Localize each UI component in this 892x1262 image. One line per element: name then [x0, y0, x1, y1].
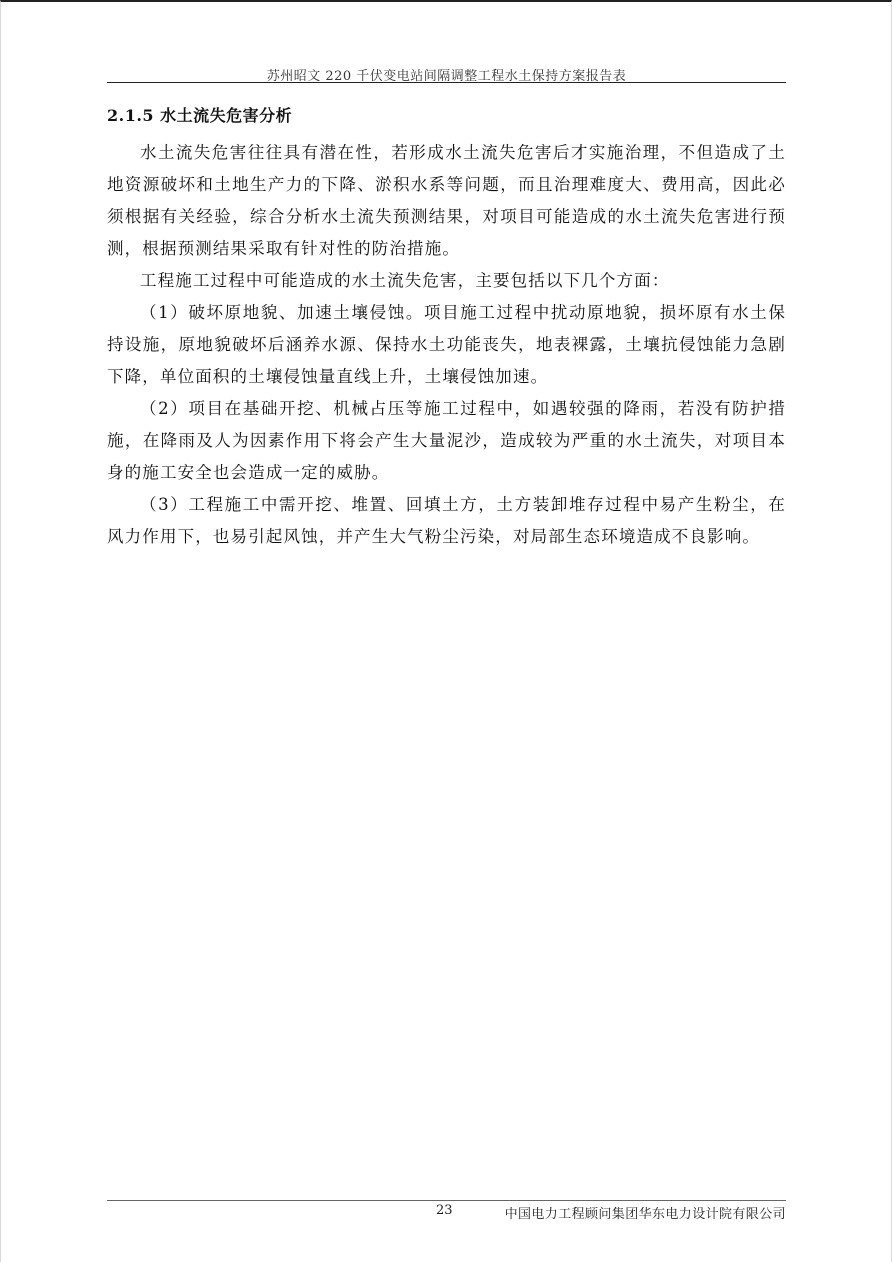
- footer-company: 中国电力工程顾问集团华东电力设计院有限公司: [504, 1207, 786, 1222]
- paragraph-intro: 水土流失危害往往具有潜在性，若形成水土流失危害后才实施治理，不但造成了土地资源破坏和土地生产力的下降、淤积水系等问题，而且治理难度大、费用高，因此必须根据有关经验，综合分析水土流失预测结果，对项目可能造成的水土流失危害进行预测，根据预测结果采取有针对性的防治措施。: [107, 143, 786, 258]
- paragraph-item-1: （1）破坏原地貌、加速土壤侵蚀。项目施工过程中扰动原地貌，损坏原有水土保持设施，原地貌破坏后涵养水源、保持水土功能丧失，地表裸露，土壤抗侵蚀能力急剧下降，单位面积的土壤侵蚀量直线上升，土壤侵蚀加速。: [107, 303, 786, 386]
- paragraph-lead-in: 工程施工过程中可能造成的水土流失危害，主要包括以下几个方面：: [140, 271, 670, 290]
- footer-rule: [107, 1200, 786, 1201]
- running-header: 苏州昭文 220 千伏变电站间隔调整工程水土保持方案报告表: [266, 69, 627, 84]
- document-body: [107, 104, 786, 553]
- paragraph-item-3: （3）工程施工中需开挖、堆置、回填土方，土方装卸堆存过程中易产生粉尘，在风力作用下，也易引起风蚀，并产生大气粉尘污染，对局部生态环境造成不良影响。: [107, 495, 786, 546]
- header-rule: [107, 82, 786, 83]
- section-heading: 2.1.5 水土流失危害分析: [107, 106, 293, 125]
- paragraph-item-2: （2）项目在基础开挖、机械占压等施工过程中，如遇较强的降雨，若没有防护措施，在降雨及人为因素作用下将会产生大量泥沙，造成较为严重的水土流失，对项目本身的施工安全也会造成一定的威胁。: [107, 399, 786, 482]
- page-number: 23: [436, 1203, 453, 1218]
